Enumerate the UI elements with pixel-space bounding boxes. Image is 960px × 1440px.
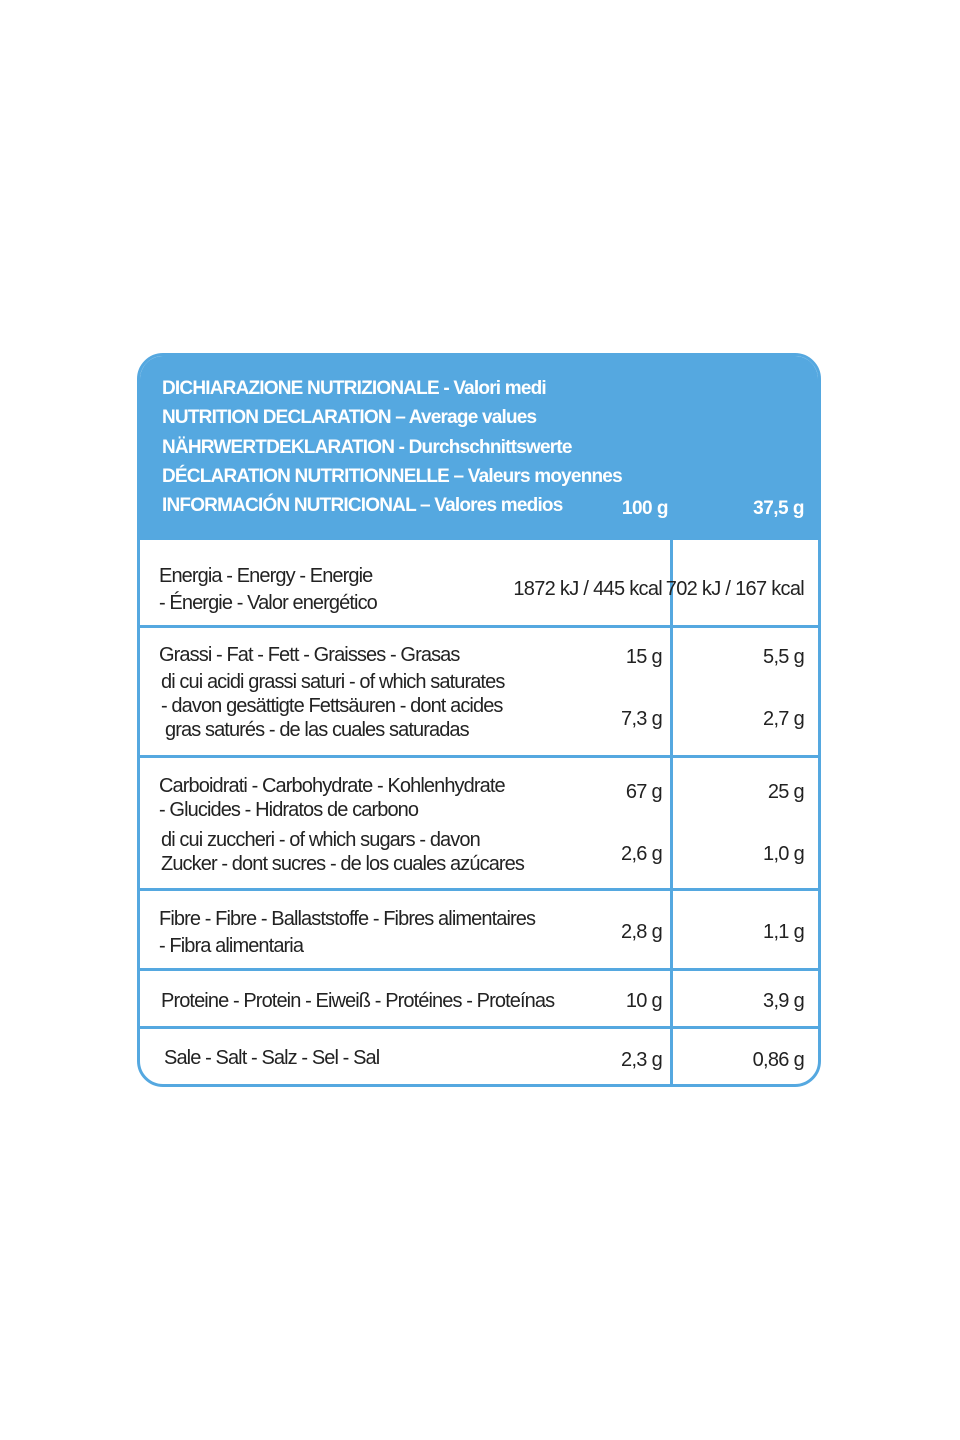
header-title-es: INFORMACIÓN NUTRICIONAL – Valores medios bbox=[162, 495, 563, 516]
carbohydrate-label-line-1: Carboidrati - Carbohydrate - Kohlenhydrate bbox=[159, 775, 505, 797]
salt-value-portion: 0,86 g bbox=[752, 1049, 804, 1071]
row-divider bbox=[140, 968, 818, 971]
energy-value-portion: 702 kJ / 167 kcal bbox=[665, 578, 804, 600]
carbohydrate-value-portion: 25 g bbox=[767, 781, 804, 803]
nutrition-label bbox=[137, 353, 821, 1087]
column-header-100g: 100 g bbox=[621, 498, 668, 519]
protein-value-portion: 3,9 g bbox=[763, 990, 804, 1012]
header-title-it: DICHIARAZIONE NUTRIZIONALE - Valori medi bbox=[162, 378, 546, 399]
header-title-de: NÄHRWERTDEKLARATION - Durchschnittswerte bbox=[162, 437, 572, 458]
saturates-value-100g: 7,3 g bbox=[621, 708, 662, 730]
fat-label: Grassi - Fat - Fett - Graisses - Grasas bbox=[159, 644, 460, 666]
fat-value-100g: 15 g bbox=[625, 646, 662, 668]
salt-value-100g: 2,3 g bbox=[621, 1049, 662, 1071]
column-divider bbox=[670, 540, 673, 1087]
nutrition-header bbox=[140, 356, 818, 540]
energy-label-line-2: - Énergie - Valor energético bbox=[159, 592, 377, 614]
header-title-fr: DÉCLARATION NUTRITIONNELLE – Valeurs moyennes bbox=[162, 466, 622, 487]
column-header-portion: 37,5 g bbox=[753, 498, 804, 519]
carbohydrate-value-100g: 67 g bbox=[625, 781, 662, 803]
row-divider bbox=[140, 625, 818, 628]
saturates-value-portion: 2,7 g bbox=[763, 708, 804, 730]
fibre-label-line-1: Fibre - Fibre - Ballaststoffe - Fibres alimentaires bbox=[159, 908, 536, 930]
row-divider bbox=[140, 888, 818, 891]
carbohydrate-label-line-2: - Glucides - Hidratos de carbono bbox=[159, 799, 419, 821]
saturates-label-line-1: di cui acidi grassi saturi - of which saturates bbox=[161, 671, 505, 693]
sugars-label-line-1: di cui zuccheri - of which sugars - davon bbox=[161, 829, 480, 851]
protein-value-100g: 10 g bbox=[625, 990, 662, 1012]
row-divider bbox=[140, 1026, 818, 1029]
fat-value-portion: 5,5 g bbox=[763, 646, 804, 668]
header-title-en: NUTRITION DECLARATION – Average values bbox=[162, 407, 537, 428]
energy-label-line-1: Energia - Energy - Energie bbox=[159, 565, 373, 587]
salt-label: Sale - Salt - Salz - Sel - Sal bbox=[164, 1047, 380, 1069]
fibre-value-100g: 2,8 g bbox=[621, 921, 662, 943]
energy-value-100g: 1872 kJ / 445 kcal bbox=[513, 578, 662, 600]
fibre-label-line-2: - Fibra alimentaria bbox=[159, 935, 304, 957]
protein-label: Proteine - Protein - Eiweiß - Protéines - Proteínas bbox=[161, 990, 555, 1012]
sugars-value-portion: 1,0 g bbox=[763, 843, 804, 865]
saturates-label-line-3: gras saturés - de las cuales saturadas bbox=[165, 719, 469, 741]
saturates-label-line-2: - davon gesättigte Fettsäuren - dont acides bbox=[161, 695, 503, 717]
sugars-label-line-2: Zucker - dont sucres - de los cuales azúcares bbox=[161, 853, 525, 875]
fibre-value-portion: 1,1 g bbox=[763, 921, 804, 943]
sugars-value-100g: 2,6 g bbox=[621, 843, 662, 865]
row-divider bbox=[140, 755, 818, 758]
